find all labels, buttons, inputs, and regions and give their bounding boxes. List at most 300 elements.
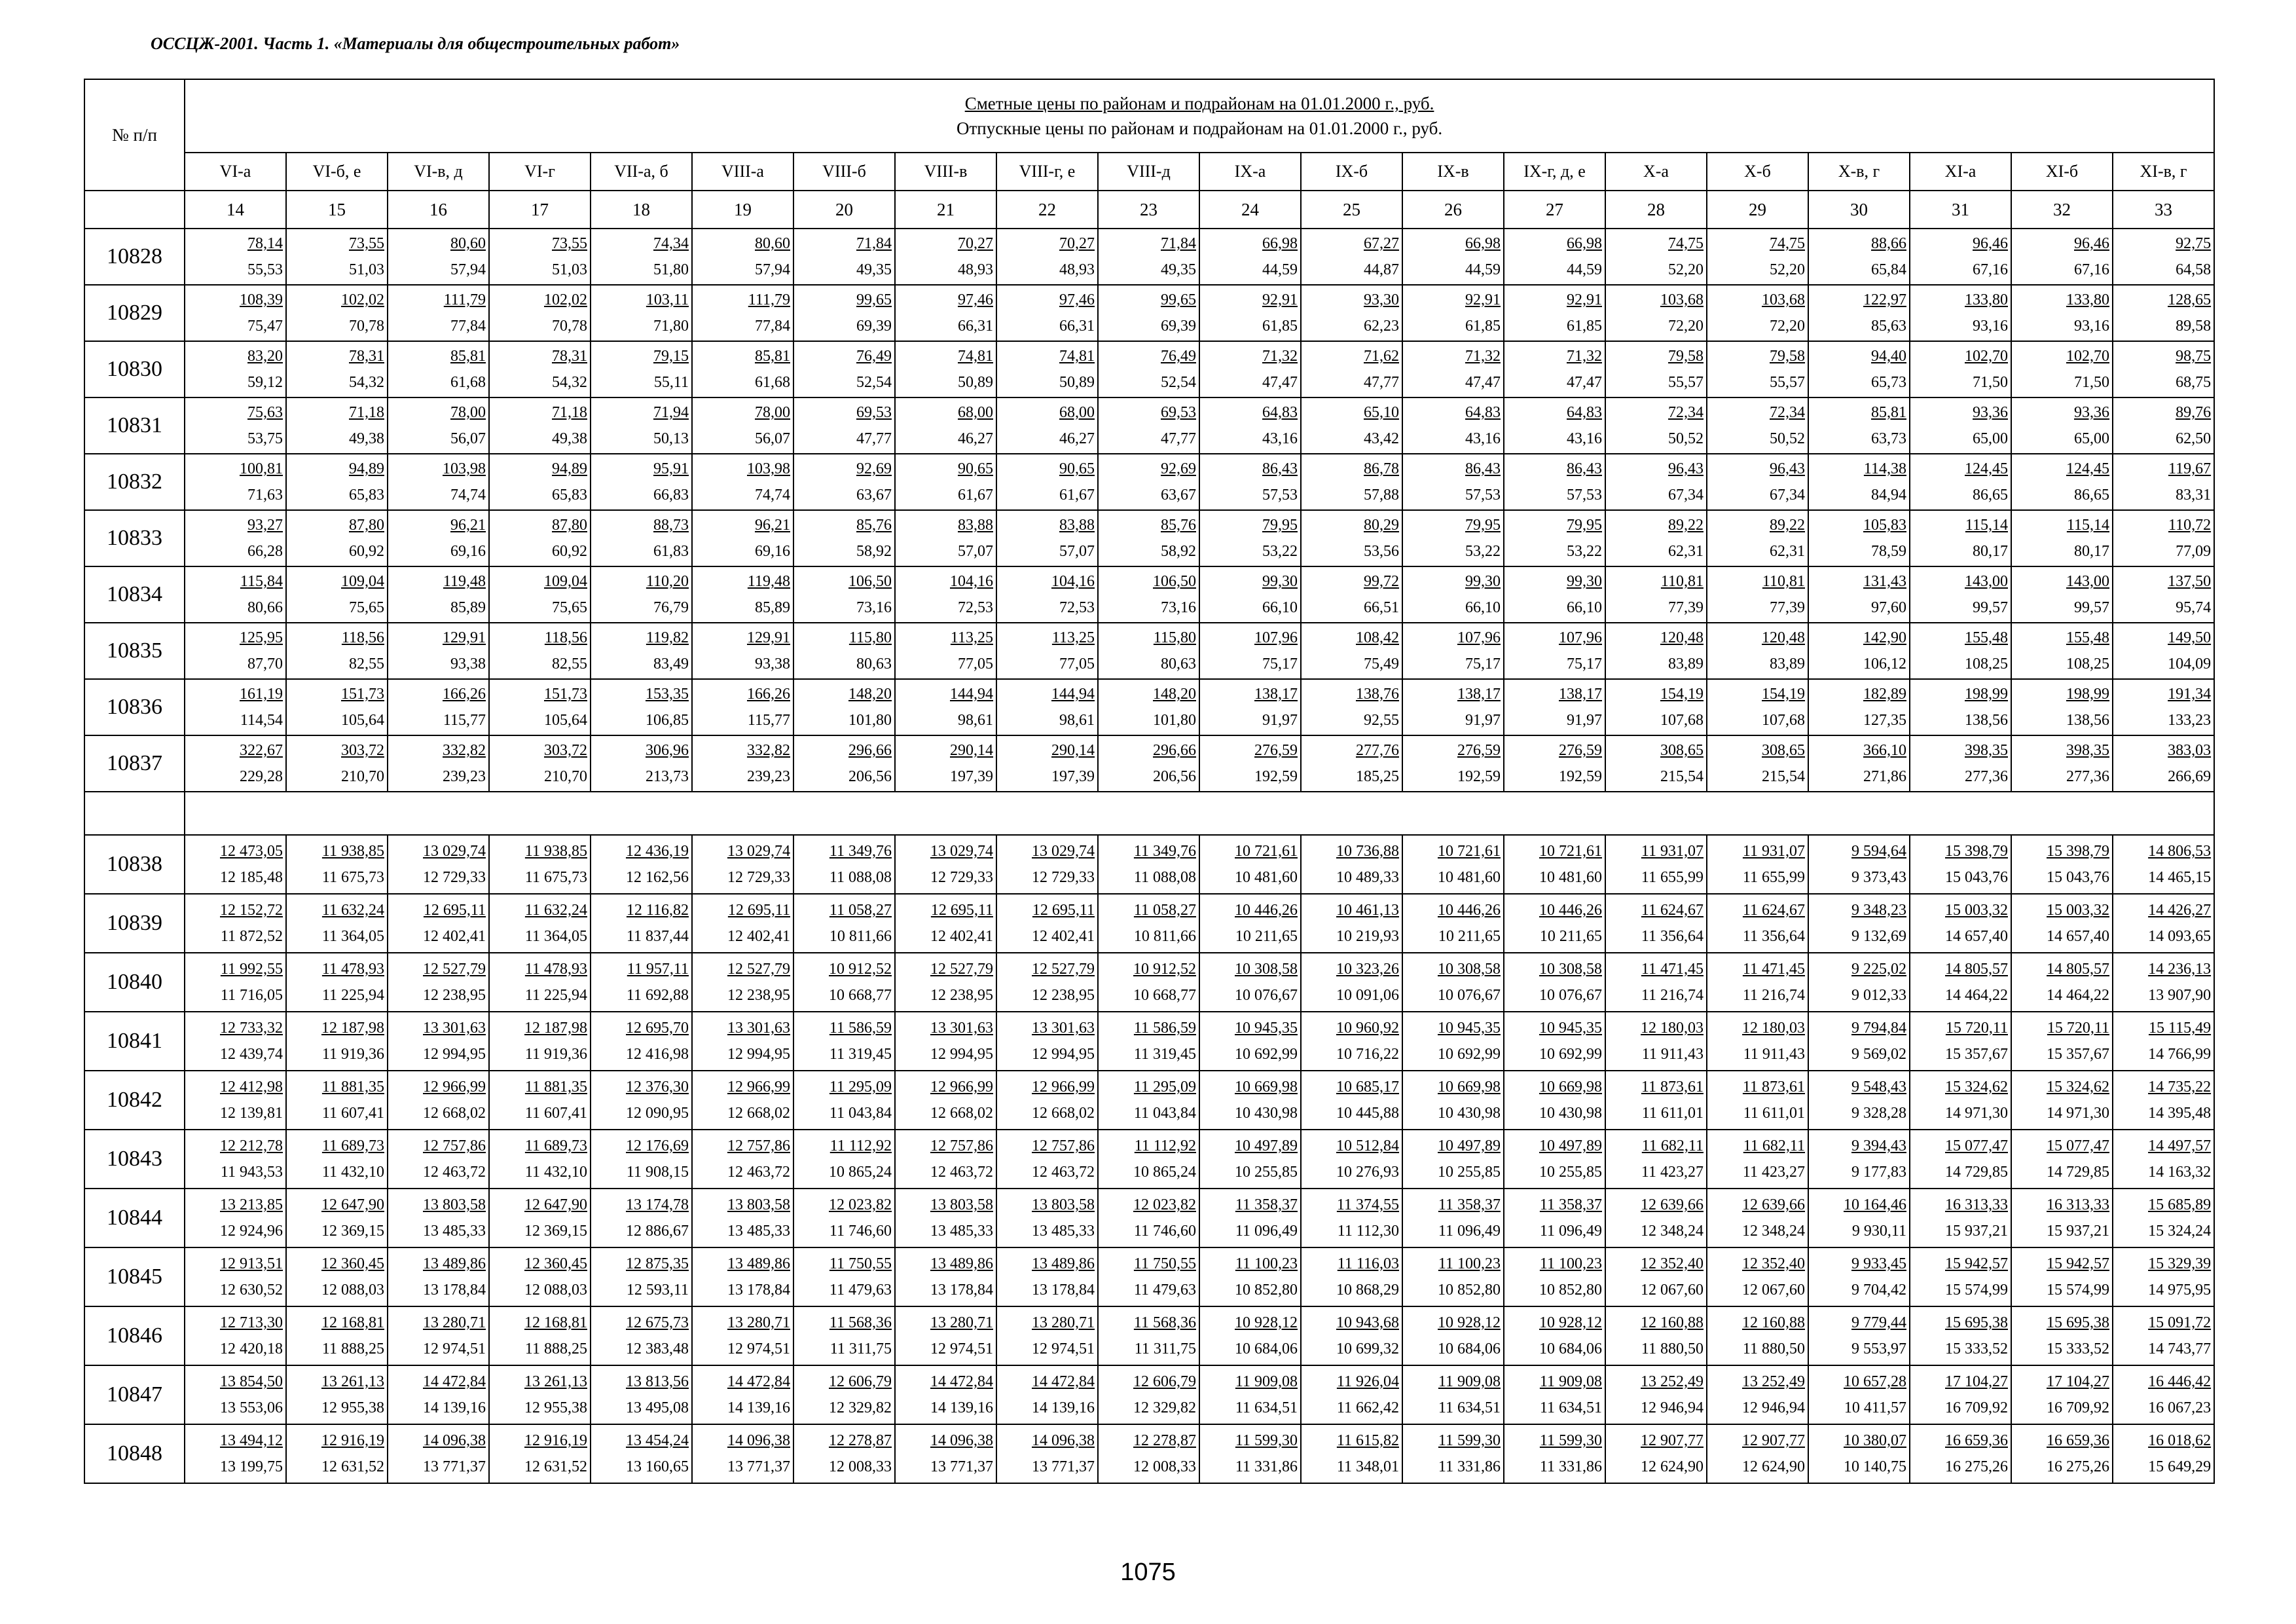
release-price: 11 746,60 — [1133, 1223, 1196, 1240]
estimated-price: 85,76 — [856, 517, 892, 534]
estimated-price: 11 295,09 — [1133, 1079, 1196, 1096]
price-cell — [388, 735, 489, 792]
table-row — [84, 341, 2214, 397]
estimated-price: 16 446,42 — [2148, 1373, 2212, 1390]
release-price: 12 624,90 — [1742, 1458, 1805, 1475]
price-cell — [591, 1189, 692, 1247]
release-price: 12 886,67 — [626, 1223, 689, 1240]
estimated-price: 10 928,12 — [1539, 1314, 1602, 1331]
price-cell — [489, 1071, 591, 1130]
estimated-price: 79,15 — [653, 348, 689, 365]
price-cell — [1402, 397, 1504, 454]
price-cell — [1199, 1012, 1301, 1071]
price-cell — [996, 1071, 1098, 1130]
release-price: 10 865,24 — [1133, 1164, 1196, 1181]
estimated-price: 66,98 — [1465, 235, 1501, 252]
release-price: 16 709,92 — [2047, 1399, 2109, 1416]
estimated-price: 137,50 — [2168, 573, 2212, 590]
release-price: 15 357,67 — [2047, 1046, 2109, 1063]
release-price: 210,70 — [544, 768, 587, 785]
estimated-price: 11 926,04 — [1336, 1373, 1399, 1390]
release-price: 105,64 — [544, 712, 587, 729]
price-cell — [1707, 1012, 1808, 1071]
estimated-price: 16 018,62 — [2148, 1432, 2212, 1449]
release-price: 66,10 — [1262, 599, 1298, 616]
release-price: 9 373,43 — [1851, 869, 1906, 886]
price-cell — [185, 1306, 286, 1365]
release-price: 12 329,82 — [829, 1399, 892, 1416]
release-price: 54,32 — [552, 374, 587, 391]
price-cell — [1707, 679, 1808, 735]
region-header: VI-б, е — [286, 153, 388, 191]
price-cell — [1301, 285, 1402, 341]
release-price: 12 402,41 — [930, 928, 993, 945]
price-cell — [793, 1071, 895, 1130]
price-cell — [793, 1189, 895, 1247]
release-price: 67,34 — [1668, 487, 1704, 504]
release-price: 11 662,42 — [1336, 1399, 1399, 1416]
price-cell — [1605, 1071, 1707, 1130]
price-cell — [1910, 1130, 2011, 1189]
row-number: 10843 — [84, 1130, 185, 1189]
release-price: 66,83 — [653, 487, 689, 504]
estimated-price: 118,56 — [544, 629, 587, 646]
estimated-price: 10 721,61 — [1539, 843, 1602, 860]
release-price: 13 771,37 — [930, 1458, 993, 1475]
release-price: 10 811,66 — [1133, 928, 1196, 945]
estimated-price: 9 933,45 — [1851, 1255, 1906, 1272]
price-cell — [591, 1071, 692, 1130]
estimated-price: 11 931,07 — [1641, 843, 1704, 860]
estimated-price: 10 721,61 — [1438, 843, 1501, 860]
price-cell — [1301, 1424, 1402, 1483]
price-cell — [286, 510, 388, 566]
estimated-price: 104,16 — [1051, 573, 1095, 590]
estimated-price: 276,59 — [1254, 742, 1298, 759]
release-price: 10 430,98 — [1235, 1105, 1298, 1122]
estimated-price: 10 497,89 — [1235, 1137, 1298, 1154]
row-number: 10847 — [84, 1365, 185, 1424]
release-price: 14 464,22 — [2047, 987, 2109, 1004]
estimated-price: 71,84 — [856, 235, 892, 252]
release-price: 53,22 — [1465, 543, 1501, 560]
price-cell — [489, 1130, 591, 1189]
table-row — [84, 735, 2214, 792]
release-price: 57,53 — [1262, 487, 1298, 504]
price-cell — [2113, 397, 2214, 454]
release-price: 11 911,43 — [1641, 1046, 1704, 1063]
estimated-price: 73,55 — [552, 235, 587, 252]
estimated-price: 119,48 — [443, 573, 486, 590]
price-cell — [1605, 229, 1707, 285]
row-number: 10834 — [84, 566, 185, 623]
price-cell — [1199, 1189, 1301, 1247]
region-header: VIII-а — [692, 153, 793, 191]
region-header: VI-г — [489, 153, 591, 191]
estimated-price: 85,81 — [450, 348, 486, 365]
estimated-price: 10 446,26 — [1539, 902, 1602, 919]
estimated-price: 13 489,86 — [727, 1255, 790, 1272]
table-row — [84, 835, 2214, 894]
price-cell — [1199, 1071, 1301, 1130]
release-price: 15 937,21 — [1945, 1223, 2008, 1240]
price-cell — [1504, 1365, 1605, 1424]
release-price: 11 611,01 — [1743, 1105, 1805, 1122]
estimated-price: 99,72 — [1364, 573, 1399, 590]
price-cell — [1504, 1247, 1605, 1306]
estimated-price: 14 096,38 — [727, 1432, 790, 1449]
release-price: 9 012,33 — [1851, 987, 1906, 1004]
region-header: XI-б — [2011, 153, 2113, 191]
price-cell — [1098, 1071, 1199, 1130]
price-cell — [1910, 341, 2011, 397]
release-price: 91,97 — [1465, 712, 1501, 729]
price-cell — [1707, 1247, 1808, 1306]
release-price: 12 139,81 — [220, 1105, 283, 1122]
price-cell — [1199, 341, 1301, 397]
release-price: 74,74 — [755, 487, 790, 504]
release-price: 13 771,37 — [727, 1458, 790, 1475]
release-price: 12 624,90 — [1641, 1458, 1704, 1475]
release-price: 93,16 — [1973, 318, 2008, 335]
price-cell — [1910, 454, 2011, 510]
estimated-price: 11 112,92 — [1134, 1137, 1196, 1154]
release-price: 44,87 — [1364, 261, 1399, 278]
price-cell — [286, 1306, 388, 1365]
release-price: 69,16 — [450, 543, 486, 560]
price-cell — [388, 341, 489, 397]
release-price: 13 485,33 — [930, 1223, 993, 1240]
release-price: 62,50 — [2176, 430, 2212, 447]
estimated-price: 78,31 — [552, 348, 587, 365]
release-price: 75,17 — [1465, 655, 1501, 673]
release-price: 75,17 — [1567, 655, 1602, 673]
estimated-price: 10 685,17 — [1336, 1079, 1399, 1096]
estimated-price: 383,03 — [2168, 742, 2212, 759]
price-cell — [1098, 566, 1199, 623]
price-cell — [2113, 1247, 2214, 1306]
estimated-price: 15 324,62 — [1945, 1079, 2008, 1096]
price-cell — [996, 953, 1098, 1012]
estimated-price: 143,00 — [2066, 573, 2109, 590]
price-cell — [1910, 894, 2011, 953]
release-price: 12 668,02 — [423, 1105, 486, 1122]
estimated-price: 12 966,99 — [1032, 1079, 1095, 1096]
estimated-price: 99,30 — [1262, 573, 1298, 590]
release-price: 48,93 — [1059, 261, 1095, 278]
release-price: 46,27 — [1059, 430, 1095, 447]
release-price: 14 729,85 — [1945, 1164, 2008, 1181]
estimated-price: 92,91 — [1465, 291, 1501, 308]
price-cell — [895, 1130, 996, 1189]
release-price: 11 319,45 — [829, 1046, 892, 1063]
column-number: 25 — [1301, 191, 1402, 229]
release-price: 11 634,51 — [1438, 1399, 1501, 1416]
price-cell — [996, 1306, 1098, 1365]
estimated-price: 71,94 — [653, 404, 689, 421]
estimated-price: 12 278,87 — [829, 1432, 892, 1449]
estimated-price: 103,11 — [646, 291, 689, 308]
release-price: 51,03 — [552, 261, 587, 278]
estimated-price: 13 301,63 — [1032, 1020, 1095, 1037]
price-cell — [1808, 679, 1910, 735]
release-price: 277,36 — [1965, 768, 2008, 785]
release-price: 60,92 — [552, 543, 587, 560]
release-price: 44,59 — [1262, 261, 1298, 278]
column-number: 29 — [1707, 191, 1808, 229]
release-price: 11 348,01 — [1336, 1458, 1399, 1475]
release-price: 47,47 — [1262, 374, 1298, 391]
estimated-price: 11 112,92 — [829, 1137, 892, 1154]
release-price: 10 811,66 — [829, 928, 892, 945]
price-cell — [1301, 1189, 1402, 1247]
estimated-price: 67,27 — [1364, 235, 1399, 252]
release-price: 51,80 — [653, 261, 689, 278]
price-cell — [489, 953, 591, 1012]
estimated-price: 13 454,24 — [626, 1432, 689, 1449]
price-cell — [996, 679, 1098, 735]
price-cell — [895, 953, 996, 1012]
estimated-price: 111,79 — [748, 291, 790, 308]
column-number: 14 — [185, 191, 286, 229]
price-cell — [692, 679, 793, 735]
release-price: 11 331,86 — [1438, 1458, 1501, 1475]
price-cell — [286, 623, 388, 679]
price-cell — [1605, 1424, 1707, 1483]
price-cell — [793, 397, 895, 454]
price-cell — [1910, 566, 2011, 623]
release-price: 16 067,23 — [2148, 1399, 2212, 1416]
price-cell — [793, 229, 895, 285]
price-cell — [2113, 1071, 2214, 1130]
estimated-price: 13 280,71 — [727, 1314, 790, 1331]
row-number: 10841 — [84, 1012, 185, 1071]
price-cell — [996, 1365, 1098, 1424]
release-price: 10 852,80 — [1235, 1282, 1298, 1299]
release-price: 69,39 — [1161, 318, 1196, 335]
release-price: 11 043,84 — [1133, 1105, 1196, 1122]
release-price: 10 255,85 — [1438, 1164, 1501, 1181]
estimated-price: 13 489,86 — [930, 1255, 993, 1272]
estimated-price: 15 720,11 — [2047, 1020, 2109, 1037]
release-price: 52,20 — [1668, 261, 1704, 278]
price-cell — [895, 397, 996, 454]
release-price: 13 553,06 — [220, 1399, 283, 1416]
estimated-price: 99,65 — [856, 291, 892, 308]
column-number: 16 — [388, 191, 489, 229]
release-price: 62,31 — [1770, 543, 1805, 560]
release-price: 72,20 — [1668, 318, 1704, 335]
price-table — [84, 79, 2215, 1484]
estimated-price: 12 966,99 — [727, 1079, 790, 1096]
price-cell — [1098, 229, 1199, 285]
price-cell — [895, 454, 996, 510]
release-price: 57,88 — [1364, 487, 1399, 504]
estimated-price: 10 446,26 — [1438, 902, 1501, 919]
estimated-price: 76,49 — [1161, 348, 1196, 365]
price-cell — [692, 566, 793, 623]
price-cell — [1098, 953, 1199, 1012]
estimated-price: 11 632,24 — [524, 902, 587, 919]
release-price: 14 766,99 — [2148, 1046, 2212, 1063]
estimated-price: 11 909,08 — [1438, 1373, 1501, 1390]
estimated-price: 10 912,52 — [829, 961, 892, 978]
price-cell — [2011, 1247, 2113, 1306]
release-price: 43,42 — [1364, 430, 1399, 447]
title-release-prices: Отпускные цены по районам и подрайонам на 01.01.2000 г., руб. — [956, 119, 1443, 138]
estimated-price: 79,95 — [1567, 517, 1602, 534]
price-cell — [793, 341, 895, 397]
estimated-price: 12 176,69 — [626, 1137, 689, 1154]
price-cell — [185, 735, 286, 792]
release-price: 43,16 — [1262, 430, 1298, 447]
price-cell — [692, 735, 793, 792]
release-price: 11 479,63 — [829, 1282, 892, 1299]
release-price: 99,57 — [1973, 599, 2008, 616]
price-cell — [1199, 735, 1301, 792]
price-cell — [591, 1130, 692, 1189]
price-cell — [1402, 1012, 1504, 1071]
estimated-price: 64,83 — [1567, 404, 1602, 421]
estimated-price: 64,83 — [1262, 404, 1298, 421]
release-price: 57,07 — [958, 543, 993, 560]
estimated-price: 85,76 — [1161, 517, 1196, 534]
price-cell — [2113, 566, 2214, 623]
price-cell — [1910, 1189, 2011, 1247]
price-cell — [1402, 1365, 1504, 1424]
estimated-price: 71,32 — [1465, 348, 1501, 365]
price-cell — [1199, 835, 1301, 894]
estimated-price: 108,39 — [240, 291, 283, 308]
estimated-price: 9 779,44 — [1851, 1314, 1906, 1331]
estimated-price: 15 942,57 — [2047, 1255, 2109, 1272]
estimated-price: 161,19 — [240, 686, 283, 703]
release-price: 82,55 — [349, 655, 384, 673]
release-price: 11 216,74 — [1641, 987, 1704, 1004]
release-price: 11 880,50 — [1742, 1340, 1805, 1357]
estimated-price: 89,76 — [2176, 404, 2212, 421]
estimated-price: 10 164,46 — [1844, 1196, 1906, 1213]
release-price: 10 865,24 — [829, 1164, 892, 1181]
estimated-price: 66,98 — [1262, 235, 1298, 252]
price-cell — [591, 510, 692, 566]
release-price: 71,80 — [653, 318, 689, 335]
price-cell — [489, 566, 591, 623]
estimated-price: 13 252,49 — [1742, 1373, 1805, 1390]
price-cell — [2113, 1012, 2214, 1071]
release-price: 12 463,72 — [930, 1164, 993, 1181]
price-cell — [1707, 1071, 1808, 1130]
estimated-price: 15 115,49 — [2148, 1020, 2212, 1037]
region-header: VIII-г, е — [996, 153, 1098, 191]
estimated-price: 11 873,61 — [1742, 1079, 1805, 1096]
table-row — [84, 953, 2214, 1012]
price-cell — [2011, 1424, 2113, 1483]
estimated-price: 99,30 — [1465, 573, 1501, 590]
column-number: 22 — [996, 191, 1098, 229]
estimated-price: 13 494,12 — [220, 1432, 283, 1449]
price-cell — [591, 454, 692, 510]
price-cell — [2113, 341, 2214, 397]
estimated-price: 104,16 — [950, 573, 993, 590]
price-cell — [185, 229, 286, 285]
release-price: 59,12 — [247, 374, 283, 391]
estimated-price: 14 096,38 — [930, 1432, 993, 1449]
price-cell — [489, 397, 591, 454]
price-cell — [1301, 835, 1402, 894]
price-cell — [996, 1247, 1098, 1306]
estimated-price: 10 945,35 — [1438, 1020, 1501, 1037]
price-cell — [692, 1306, 793, 1365]
release-price: 67,34 — [1770, 487, 1805, 504]
release-price: 64,58 — [2176, 261, 2212, 278]
estimated-price: 12 360,45 — [321, 1255, 384, 1272]
estimated-price: 11 957,11 — [627, 961, 689, 978]
price-cell — [1199, 229, 1301, 285]
release-price: 80,63 — [856, 655, 892, 673]
release-price: 71,50 — [1973, 374, 2008, 391]
price-cell — [2113, 229, 2214, 285]
estimated-price: 12 966,99 — [930, 1079, 993, 1096]
release-price: 87,70 — [247, 655, 283, 673]
estimated-price: 15 695,38 — [1945, 1314, 2008, 1331]
price-cell — [1605, 1130, 1707, 1189]
estimated-price: 154,19 — [1762, 686, 1805, 703]
price-cell — [489, 1012, 591, 1071]
release-price: 80,17 — [2074, 543, 2109, 560]
price-cell — [1504, 397, 1605, 454]
price-cell — [1910, 1306, 2011, 1365]
release-price: 12 008,33 — [829, 1458, 892, 1475]
price-cell — [1605, 953, 1707, 1012]
estimated-price: 12 907,77 — [1641, 1432, 1704, 1449]
price-cell — [1707, 1189, 1808, 1247]
estimated-price: 80,60 — [450, 235, 486, 252]
release-price: 75,49 — [1364, 655, 1399, 673]
estimated-price: 93,36 — [1973, 404, 2008, 421]
release-price: 44,59 — [1465, 261, 1501, 278]
release-price: 11 716,05 — [220, 987, 283, 1004]
release-price: 14 971,30 — [2047, 1105, 2109, 1122]
release-price: 12 369,15 — [524, 1223, 587, 1240]
release-price: 47,77 — [1161, 430, 1196, 447]
estimated-price: 16 659,36 — [2047, 1432, 2109, 1449]
release-price: 47,47 — [1567, 374, 1602, 391]
estimated-price: 90,65 — [1059, 460, 1095, 477]
release-price: 66,31 — [1059, 318, 1095, 335]
release-price: 72,53 — [1059, 599, 1095, 616]
price-cell — [2113, 510, 2214, 566]
release-price: 11 225,94 — [524, 987, 587, 1004]
estimated-price: 10 736,88 — [1336, 843, 1399, 860]
estimated-price: 11 615,82 — [1336, 1432, 1399, 1449]
release-price: 215,54 — [1660, 768, 1704, 785]
estimated-price: 13 252,49 — [1641, 1373, 1704, 1390]
price-cell — [1605, 1247, 1707, 1306]
price-cell — [286, 454, 388, 510]
price-cell — [996, 510, 1098, 566]
release-price: 11 216,74 — [1742, 987, 1805, 1004]
estimated-price: 105,83 — [1863, 517, 1906, 534]
estimated-price: 12 436,19 — [626, 843, 689, 860]
region-header: XI-а — [1910, 153, 2011, 191]
price-cell — [2011, 1071, 2113, 1130]
release-price: 72,20 — [1770, 318, 1805, 335]
release-price: 101,80 — [848, 712, 892, 729]
release-price: 91,97 — [1567, 712, 1602, 729]
estimated-price: 97,46 — [958, 291, 993, 308]
release-price: 133,23 — [2168, 712, 2212, 729]
